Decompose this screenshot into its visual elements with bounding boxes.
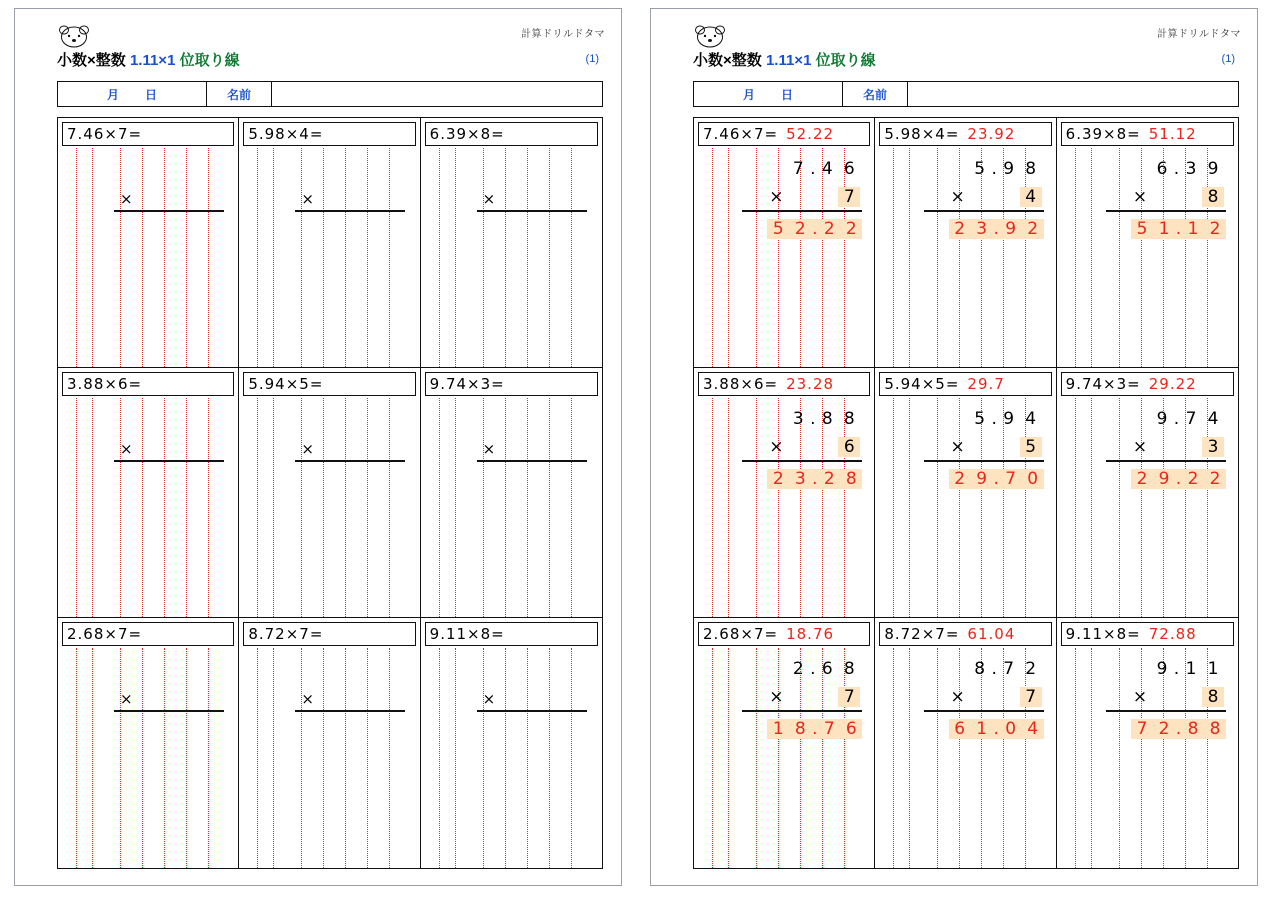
result-row: [767, 466, 862, 492]
problem-question: 5.94×5=: [248, 375, 324, 393]
problem-question: 5.98×4=: [248, 125, 324, 143]
problem-question: 6.39×8=: [429, 125, 505, 143]
date-fields[interactable]: [58, 82, 207, 106]
calculation-line: [477, 710, 587, 712]
multiplicand-row: [787, 156, 860, 182]
digit: 8: [843, 659, 855, 679]
calculation-line: [295, 210, 405, 212]
label-month: 月: [742, 87, 755, 102]
decimal-point: .: [810, 409, 816, 429]
label-name: 名前: [843, 82, 908, 106]
digit: 2: [792, 659, 804, 679]
decimal-point: .: [1173, 409, 1180, 429]
multiplier-digit: 6: [838, 437, 860, 457]
digit: 8: [821, 409, 833, 429]
multiply-sign: ×: [120, 440, 133, 458]
multiplier-row: [947, 434, 1042, 460]
date-fields[interactable]: [694, 82, 843, 106]
digit: 1: [971, 719, 993, 739]
decimal-point: .: [991, 659, 997, 679]
digit: 7: [792, 159, 804, 179]
multiply-sign: ×: [769, 187, 784, 207]
calculation-line: [114, 460, 224, 462]
problem-question: 9.11×8=: [1065, 625, 1141, 643]
vertical-calculation: [58, 648, 238, 768]
multiplicand-row: [1151, 656, 1224, 682]
multiplicand-row: [787, 406, 860, 432]
calculation-line: [477, 210, 587, 212]
decimal-point: .: [812, 469, 818, 489]
name-input-area[interactable]: [908, 82, 1238, 106]
digit: 6: [843, 159, 855, 179]
multiply-sign: ×: [301, 440, 314, 458]
problem-cell: [58, 118, 239, 368]
label-name: 名前: [207, 82, 272, 106]
decimal-point: .: [1175, 219, 1182, 239]
decimal-point: .: [1173, 159, 1180, 179]
problem-question-box: [879, 622, 1051, 646]
digit: 6: [1156, 159, 1168, 179]
title-main: 小数×整数: [693, 52, 762, 69]
title-pattern: 1.11×1: [765, 52, 812, 69]
problem-cell: [875, 118, 1056, 368]
problem-question-box: [62, 372, 234, 396]
digit: 2: [1131, 469, 1153, 489]
multiplier-digit: 7: [838, 687, 860, 707]
digit: 2: [789, 219, 811, 239]
worksheet-sheet-answers: [650, 8, 1258, 886]
multiplier-digit: 7: [1020, 687, 1042, 707]
problem-cell: [239, 368, 420, 618]
problem-question-box: [425, 622, 598, 646]
digit: 9: [1003, 409, 1015, 429]
vertical-calculation: [1057, 148, 1238, 268]
multiply-sign: ×: [950, 437, 965, 457]
problem-question-box: [425, 372, 598, 396]
problem-question: 3.88×6=: [703, 375, 779, 393]
digit: 0: [1000, 719, 1022, 739]
problem-question: 9.11×8=: [429, 625, 505, 643]
calculation-line: [477, 460, 587, 462]
result-row: [1131, 466, 1226, 492]
problem-question-box: [243, 622, 415, 646]
calculation-line: [1106, 210, 1226, 212]
multiply-sign: ×: [1132, 437, 1148, 457]
page-number: (1): [585, 53, 599, 65]
problem-answer: 52.22: [786, 125, 835, 143]
multiplier-row: [765, 434, 860, 460]
decimal-point: .: [810, 159, 816, 179]
digit: 1: [1185, 659, 1197, 679]
problem-cell: [239, 618, 420, 868]
problem-question-box: [879, 122, 1051, 146]
problem-question-box: [243, 122, 415, 146]
problem-question: 2.68×7=: [67, 625, 143, 643]
digit: 8: [1025, 159, 1037, 179]
calculation-line: [1106, 460, 1226, 462]
problem-cell: [875, 368, 1056, 618]
digit: 9: [1156, 659, 1168, 679]
problem-question: 2.68×7=: [703, 625, 779, 643]
page-number: (1): [1221, 53, 1235, 65]
problem-grid-blank: [57, 117, 603, 869]
digit: 8: [1182, 719, 1204, 739]
digit: 5: [974, 409, 986, 429]
problem-cell: [694, 368, 875, 618]
problem-question-box: [698, 122, 870, 146]
digit: 2: [818, 219, 840, 239]
multiply-sign: ×: [120, 190, 133, 208]
digit: 1: [1207, 659, 1219, 679]
calculation-line: [114, 210, 224, 212]
result-row: [949, 716, 1044, 742]
digit: 2: [767, 469, 789, 489]
vertical-calculation: [58, 148, 238, 268]
problem-cell: [239, 118, 420, 368]
decimal-point: .: [993, 219, 999, 239]
multiplier-digit: 7: [838, 187, 860, 207]
problem-question: 6.39×8=: [1065, 125, 1141, 143]
problem-cell: [58, 618, 239, 868]
calculation-line: [924, 210, 1044, 212]
problem-question: 3.88×6=: [67, 375, 143, 393]
sheet-header: [663, 19, 1245, 67]
digit: 6: [821, 659, 833, 679]
page-title: [57, 49, 240, 70]
problem-question-box: [1061, 122, 1234, 146]
multiplicand-row: [1151, 406, 1224, 432]
sheet-header: [27, 19, 609, 67]
multiplier-row: [765, 684, 860, 710]
decimal-point: .: [812, 719, 818, 739]
multiply-sign: ×: [769, 437, 784, 457]
problem-cell: [1057, 618, 1238, 868]
problem-answer: 29.22: [1148, 375, 1197, 393]
title-main: 小数×整数: [57, 52, 126, 69]
multiplicand-row: [787, 656, 860, 682]
digit: 3: [792, 409, 804, 429]
vertical-calculation: [694, 648, 874, 768]
result-row: [767, 716, 862, 742]
multiplier-digit: 3: [1202, 437, 1224, 457]
digit: 3: [1185, 159, 1197, 179]
digit: 5: [974, 159, 986, 179]
problem-question: 5.94×5=: [884, 375, 960, 393]
digit: 2: [1022, 219, 1044, 239]
multiplier-row: [765, 184, 860, 210]
digit: 3: [971, 219, 993, 239]
calculation-line: [742, 210, 862, 212]
multiply-sign: ×: [950, 687, 965, 707]
multiplicand-row: [1151, 156, 1224, 182]
digit: 5: [1131, 219, 1153, 239]
problem-question-box: [62, 122, 234, 146]
decimal-point: .: [812, 219, 818, 239]
digit: 1: [767, 719, 789, 739]
digit: 9: [1153, 469, 1175, 489]
multiplier-row: [1129, 184, 1224, 210]
digit: 6: [840, 719, 862, 739]
digit: 3: [789, 469, 811, 489]
vertical-calculation: [875, 398, 1055, 518]
calculation-line: [924, 710, 1044, 712]
problem-cell: [875, 618, 1056, 868]
vertical-calculation: [1057, 648, 1238, 768]
digit: 2: [1204, 469, 1226, 489]
digit: 2: [949, 469, 971, 489]
digit: 7: [1185, 409, 1197, 429]
decimal-point: .: [991, 409, 997, 429]
digit: 7: [1003, 659, 1015, 679]
problem-question: 8.72×7=: [248, 625, 324, 643]
vertical-calculation: [875, 148, 1055, 268]
vertical-calculation: [58, 398, 238, 518]
vertical-calculation: [421, 398, 602, 518]
problem-question-box: [698, 622, 870, 646]
problem-question: 8.72×7=: [884, 625, 960, 643]
digit: 2: [1204, 219, 1226, 239]
problem-question: 9.74×3=: [1065, 375, 1141, 393]
calculation-line: [114, 710, 224, 712]
vertical-calculation: [875, 648, 1055, 768]
problem-question-box: [62, 622, 234, 646]
problem-question-box: [1061, 622, 1234, 646]
multiply-sign: ×: [482, 440, 496, 458]
title-pattern: 1.11×1: [129, 52, 176, 69]
digit: 1: [1182, 219, 1204, 239]
problem-question-box: [243, 372, 415, 396]
decimal-point: .: [991, 159, 997, 179]
vertical-calculation: [1057, 398, 1238, 518]
digit: 2: [949, 219, 971, 239]
decimal-point: .: [993, 469, 999, 489]
problem-grid-answers: [693, 117, 1239, 869]
digit: 4: [821, 159, 833, 179]
multiply-sign: ×: [301, 690, 314, 708]
multiplier-digit: 5: [1020, 437, 1042, 457]
decimal-point: .: [1175, 469, 1182, 489]
label-month: 月: [106, 87, 119, 102]
digit: 9: [971, 469, 993, 489]
problem-cell: [421, 368, 602, 618]
calculation-line: [1106, 710, 1226, 712]
decimal-point: .: [993, 719, 999, 739]
problem-cell: [58, 368, 239, 618]
vertical-calculation: [694, 148, 874, 268]
problem-answer: 18.76: [786, 625, 835, 643]
multiplier-digit: 4: [1020, 187, 1042, 207]
multiply-sign: ×: [482, 690, 496, 708]
digit: 8: [840, 469, 862, 489]
digit: 8: [843, 409, 855, 429]
vertical-calculation: [239, 148, 419, 268]
result-row: [1131, 716, 1226, 742]
digit: 1: [1153, 219, 1175, 239]
digit: 0: [1022, 469, 1044, 489]
result-row: [1131, 216, 1226, 242]
multiplicand-row: [969, 656, 1042, 682]
multiplicand-row: [969, 406, 1042, 432]
multiply-sign: ×: [301, 190, 314, 208]
digit: 8: [789, 719, 811, 739]
multiply-sign: ×: [482, 190, 496, 208]
decimal-point: .: [810, 659, 816, 679]
digit: 7: [818, 719, 840, 739]
problem-cell: [421, 118, 602, 368]
calculation-line: [924, 460, 1044, 462]
digit: 9: [1156, 409, 1168, 429]
brand-credit: 計算ドリルドタマ: [1157, 29, 1241, 40]
calculation-line: [295, 460, 405, 462]
bear-mascot-icon: [693, 23, 727, 49]
problem-answer: 29.7: [967, 375, 1005, 393]
multiplier-digit: 8: [1202, 187, 1224, 207]
digit: 7: [1000, 469, 1022, 489]
name-bar: [57, 81, 603, 107]
problem-cell: [694, 118, 875, 368]
multiply-sign: ×: [1132, 187, 1148, 207]
problem-answer: 23.28: [786, 375, 835, 393]
multiplicand-row: [969, 156, 1042, 182]
result-row: [949, 466, 1044, 492]
digit: 2: [840, 219, 862, 239]
digit: 5: [767, 219, 789, 239]
name-input-area[interactable]: [272, 82, 602, 106]
label-day: 日: [781, 87, 794, 102]
multiplier-digit: 8: [1202, 687, 1224, 707]
problem-question: 7.46×7=: [703, 125, 779, 143]
digit: 8: [1204, 719, 1226, 739]
vertical-calculation: [694, 398, 874, 518]
digit: 2: [818, 469, 840, 489]
problem-question-box: [698, 372, 870, 396]
problem-question-box: [1061, 372, 1234, 396]
digit: 4: [1207, 409, 1219, 429]
problem-answer: 23.92: [967, 125, 1016, 143]
multiply-sign: ×: [950, 187, 965, 207]
title-note: 位取り線: [179, 52, 240, 69]
title-note: 位取り線: [815, 52, 876, 69]
digit: 9: [1000, 219, 1022, 239]
decimal-point: .: [1175, 719, 1182, 739]
problem-cell: [421, 618, 602, 868]
digit: 9: [1003, 159, 1015, 179]
calculation-line: [742, 460, 862, 462]
problem-answer: 72.88: [1148, 625, 1197, 643]
calculation-line: [742, 710, 862, 712]
digit: 8: [974, 659, 986, 679]
digit: 4: [1022, 719, 1044, 739]
decimal-point: .: [1173, 659, 1180, 679]
digit: 2: [1153, 719, 1175, 739]
multiplier-row: [947, 184, 1042, 210]
multiplier-row: [1129, 684, 1224, 710]
digit: 7: [1131, 719, 1153, 739]
problem-question-box: [425, 122, 598, 146]
problem-cell: [1057, 368, 1238, 618]
multiply-sign: ×: [769, 687, 784, 707]
multiplier-row: [947, 684, 1042, 710]
multiply-sign: ×: [1132, 687, 1148, 707]
problem-question: 7.46×7=: [67, 125, 143, 143]
problem-answer: 51.12: [1148, 125, 1197, 143]
bear-mascot-icon: [57, 23, 91, 49]
multiply-sign: ×: [120, 690, 133, 708]
problem-question-box: [879, 372, 1051, 396]
page-title: [693, 49, 876, 70]
result-row: [949, 216, 1044, 242]
digit: 4: [1025, 409, 1037, 429]
name-bar: [693, 81, 1239, 107]
brand-credit: 計算ドリルドタマ: [521, 29, 605, 40]
multiplier-row: [1129, 434, 1224, 460]
digit: 2: [1182, 469, 1204, 489]
worksheet-sheet-blank: [14, 8, 622, 886]
digit: 6: [949, 719, 971, 739]
problem-question: 9.74×3=: [429, 375, 505, 393]
problem-cell: [1057, 118, 1238, 368]
digit: 2: [1025, 659, 1037, 679]
calculation-line: [295, 710, 405, 712]
vertical-calculation: [421, 648, 602, 768]
problem-question: 5.98×4=: [884, 125, 960, 143]
problem-cell: [694, 618, 875, 868]
result-row: [767, 216, 862, 242]
label-day: 日: [145, 87, 158, 102]
problem-answer: 61.04: [967, 625, 1016, 643]
digit: 9: [1207, 159, 1219, 179]
vertical-calculation: [421, 148, 602, 268]
vertical-calculation: [239, 648, 419, 768]
vertical-calculation: [239, 398, 419, 518]
